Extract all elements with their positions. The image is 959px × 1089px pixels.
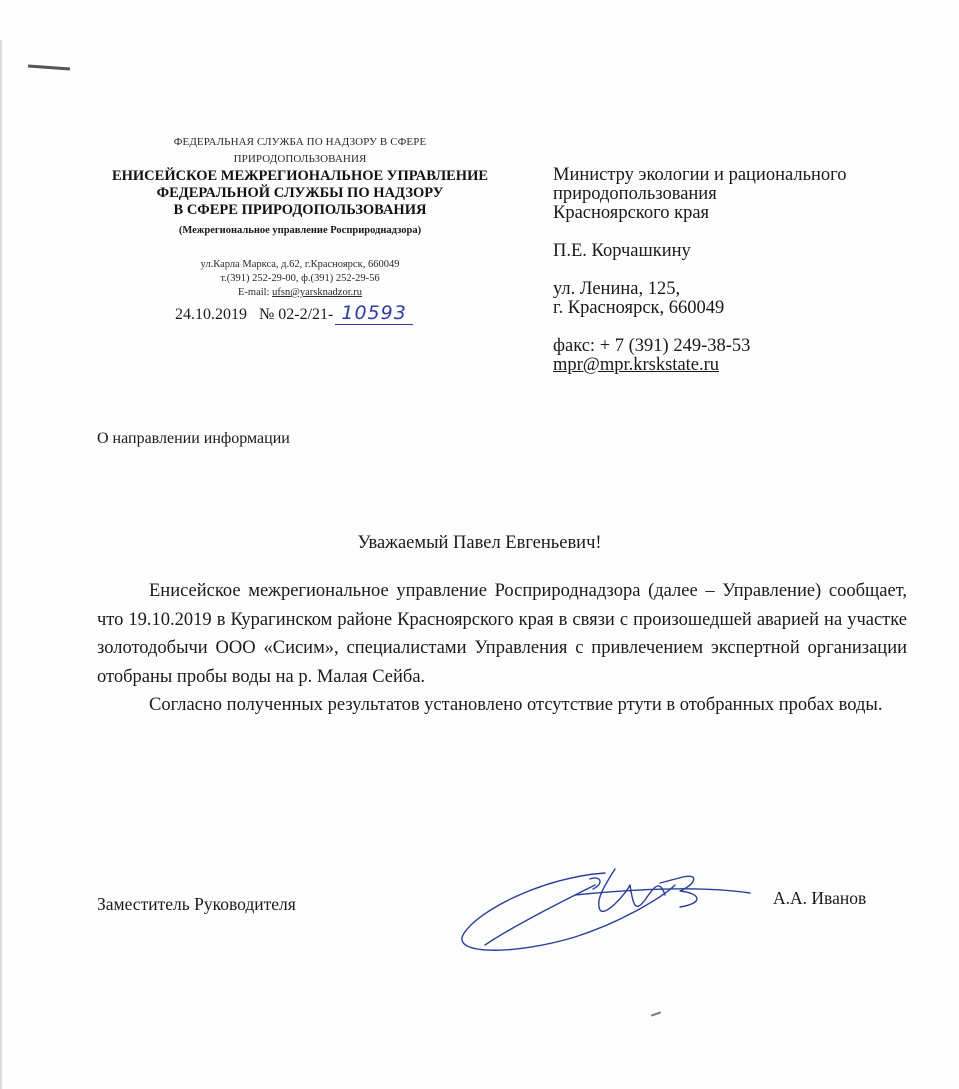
agency-name-line1: ФЕДЕРАЛЬНАЯ СЛУЖБА ПО НАДЗОРУ В СФЕРЕ [173,136,427,148]
sender-phones: т.(391) 252-29-00, ф.(391) 252-29-56 [220,273,380,284]
sender-email-line [80,286,520,300]
page-edge-shadow [0,40,3,1089]
registration-date: 24.10.2019 [175,306,247,323]
body-paragraph-2: Согласно полученных результатов установлено отсутствие ртути в отобранных пробах воды. [149,695,883,715]
sender-email-label: E-mail: [238,287,270,298]
scan-speck [651,1011,661,1016]
recipient-address-line1: ул. Ленина, 125, [553,279,681,299]
recipient-position-line3: Красноярского края [553,203,710,223]
department-name-line3: В СФЕРЕ ПРИРОДОПОЛЬЗОВАНИЯ [173,202,427,218]
letter-subject: О направлении информации [97,430,290,447]
recipient-block [553,166,943,375]
registration-number-prefix: № 02-2/21- [259,306,334,323]
letter-body [97,577,907,720]
signer-title: Заместитель Руководителя [97,894,296,914]
recipient-address-line2: г. Красноярск, 660049 [553,298,725,318]
recipient-position-line1: Министру экологии и рационального [553,165,847,185]
recipient-name: П.Е. Корчашкину [553,241,691,261]
recipient-email: mpr@mpr.krskstate.ru [553,355,720,375]
sender-email: ufsn@yarsknadzor.ru [272,287,362,298]
recipient-fax: факс: + 7 (391) 249-38-53 [553,336,751,356]
handwritten-signature [455,855,755,960]
registration-number-handwritten: 10593 [335,302,412,325]
department-short-name: (Межрегиональное управление Росприроднадзора) [178,225,422,236]
body-paragraph-1: Енисейское межрегиональное управление Росприроднадзора (далее – Управление) сообщает, что 19.10.2019 в Курагинском районе Красноярского края в связи с произошедшей аварией на участке золотодобычи ООО «Сисим», специалистами Управления с привлечением экспертной организации отобраны пробы воды на р. Малая Сейба. [97,581,907,687]
recipient-position-line2: природопользования [553,184,717,204]
sender-contacts [80,258,520,300]
signer-name: А.А. Иванов [773,888,867,908]
registration-line [175,302,413,324]
corner-mark [28,65,70,71]
department-name-line2: ФЕДЕРАЛЬНОЙ СЛУЖБЫ ПО НАДЗОРУ [156,185,444,201]
sender-address: ул.Карла Маркса, д.62, г.Красноярск, 660049 [200,259,400,270]
department-name-line1: ЕНИСЕЙСКОЕ МЕЖРЕГИОНАЛЬНОЕ УПРАВЛЕНИЕ [111,168,489,184]
agency-name-line2: ПРИРОДОПОЛЬЗОВАНИЯ [233,153,367,165]
letterhead [80,134,520,300]
greeting: Уважаемый Павел Евгеньевич! [357,533,602,553]
